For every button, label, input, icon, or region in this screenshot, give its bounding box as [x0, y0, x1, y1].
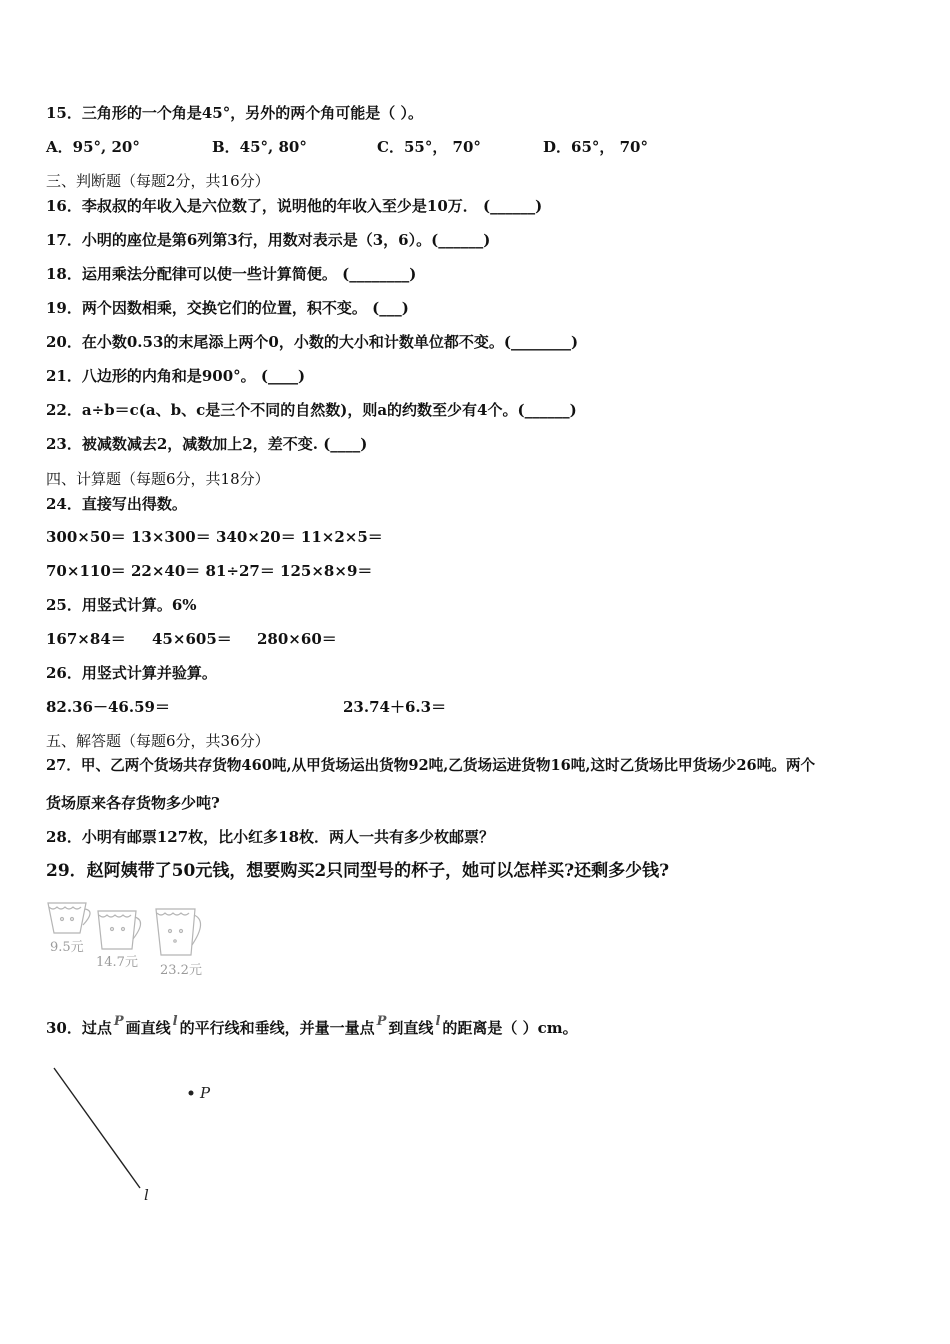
line-l-label: l: [144, 1186, 149, 1204]
q30-figure-drawing: [40, 1060, 240, 1210]
point-p: [189, 1091, 194, 1096]
q19-text: 19．两个因数相乘，交换它们的位置，积不变。 (___): [46, 299, 409, 317]
q18-text: 18．运用乘法分配律可以使一些计算简便。 (________): [46, 265, 417, 283]
cup-price-1: 9.5元: [50, 940, 84, 955]
q25-text: 25．用竖式计算。6%: [46, 596, 197, 614]
q29-text: 29．赵阿姨带了50元钱，想要购买2只同型号的杯子，她可以怎样买?还剩多少钱?: [46, 861, 670, 881]
q30-part-4: 到直线: [388, 1019, 434, 1037]
q30-point-p-2: P: [376, 1014, 387, 1029]
q30-part-5: 的距离是（ ）cm。: [442, 1019, 578, 1037]
q26-item-1: 82.36－46.59＝: [46, 698, 170, 716]
q30-text: [46, 1014, 578, 1040]
q25-item-1: 167×84＝: [46, 630, 126, 648]
line-l: [54, 1068, 140, 1188]
q26-item-2: 23.74＋6.3＝: [343, 698, 447, 716]
q15-option-a: A．95°, 20°: [46, 138, 140, 156]
q30-part-3: 的平行线和垂线，并量一量点: [179, 1019, 375, 1037]
q30-line-l-2: l: [435, 1014, 441, 1029]
q26-text: 26．用竖式计算并验算。: [46, 664, 217, 682]
q23-text: 23．被减数减去2，减数加上2，差不变. (____): [46, 435, 368, 453]
q22-text: 22．a÷b＝c(a、b、c是三个不同的自然数)，则a的约数至少有4个。(______): [46, 401, 577, 419]
cup-price-3: 23.2元: [160, 963, 202, 978]
q30-part-1: 30．过点: [46, 1019, 112, 1037]
section-4-heading: 四、计算题（每题6分，共18分）: [46, 470, 270, 488]
q30-figure: [40, 1060, 240, 1214]
q28-text: 28．小明有邮票127枚，比小红多18枚．两人一共有多少枚邮票？: [46, 828, 495, 846]
section-3-heading: 三、判断题（每题2分，共16分）: [46, 172, 270, 190]
cup-price-2: 14.7元: [96, 955, 138, 970]
q15-text: 15．三角形的一个角是45°，另外的两个角可能是（ ）。: [46, 104, 423, 122]
q24-text: 24．直接写出得数。: [46, 495, 187, 513]
point-p-label: P: [200, 1084, 211, 1102]
q24-row-1: 300×50＝ 13×300＝ 340×20＝ 11×2×5＝: [46, 528, 383, 546]
q15-option-b: B．45°, 80°: [212, 138, 307, 156]
q21-text: 21．八边形的内角和是900°。 (____): [46, 367, 306, 385]
q25-item-3: 280×60＝: [257, 630, 337, 648]
q27-line-2: 货场原来各存货物多少吨?: [46, 794, 220, 812]
q30-point-p: P: [113, 1014, 124, 1029]
q15-option-d: D．65°， 70°: [543, 138, 648, 156]
q24-row-2: 70×110＝ 22×40＝ 81÷27＝ 125×8×9＝: [46, 562, 373, 580]
q20-text: 20．在小数0.53的末尾添上两个0，小数的大小和计数单位都不变。(________): [46, 333, 579, 351]
q25-item-2: 45×605＝: [152, 630, 232, 648]
q27-line-1: 27．甲、乙两个货场共存货物460吨,从甲货场运出货物92吨,乙货场运进货物16吨,这时乙货场比甲货场少26吨。两个: [46, 757, 816, 774]
q30-line-l: l: [172, 1014, 178, 1029]
q16-text: 16．李叔叔的年收入是六位数了，说明他的年收入至少是10万． (______): [46, 197, 543, 215]
section-5-heading: 五、解答题（每题6分，共36分）: [46, 732, 270, 750]
cups-illustration: [44, 893, 214, 983]
q15-option-c: C．55°， 70°: [377, 138, 481, 156]
q30-part-2: 画直线: [125, 1019, 171, 1037]
q17-text: 17．小明的座位是第6列第3行，用数对表示是（3，6）。(______): [46, 231, 491, 249]
